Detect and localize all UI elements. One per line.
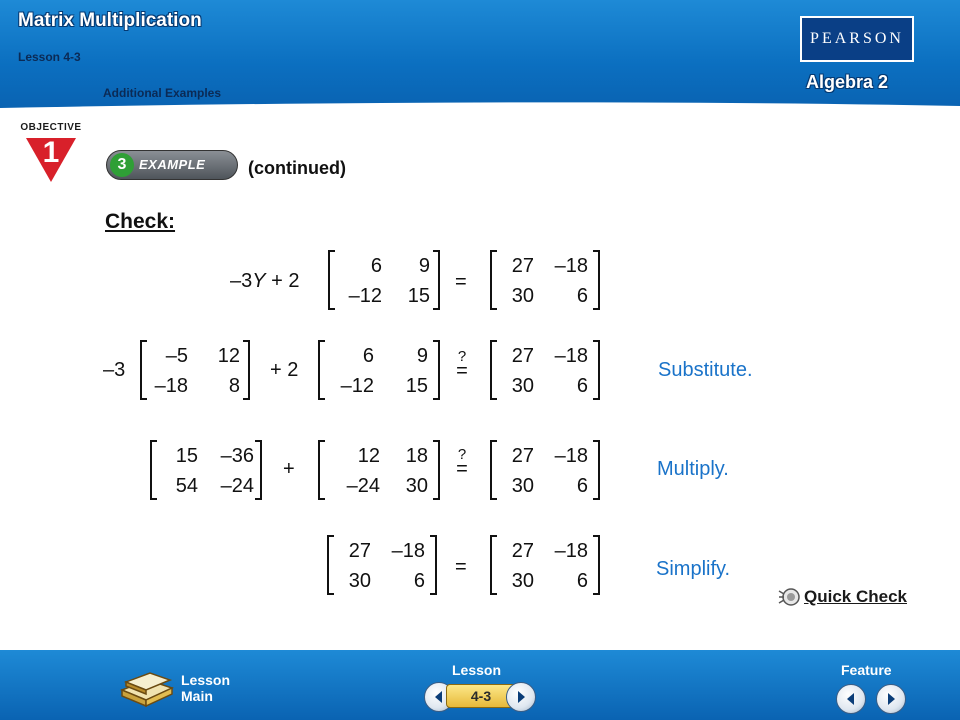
row3-question-equals xyxy=(454,446,470,480)
continued-note: (continued) xyxy=(248,158,346,178)
matrix-cell: 30 xyxy=(511,475,534,497)
matrix-cell: 6 xyxy=(576,570,588,592)
objective-number: 1 xyxy=(42,136,60,169)
matrix-cell: 15 xyxy=(405,375,428,397)
row3-matrix-c xyxy=(490,440,600,500)
row1-matrix-b xyxy=(490,250,600,310)
matrix-cell: 30 xyxy=(511,570,534,592)
matrix-cell: 6 xyxy=(576,475,588,497)
arrow-right-icon xyxy=(884,692,898,706)
matrix-cell: 30 xyxy=(511,285,534,307)
matrix-cell: 54 xyxy=(175,475,198,497)
course-title: Algebra 2 xyxy=(806,72,889,92)
matrix-cell: 6 xyxy=(362,345,374,367)
question-mark: ? xyxy=(457,348,467,365)
example-badge xyxy=(106,150,238,180)
arrow-left-icon xyxy=(844,692,858,706)
matrix-cell: 27 xyxy=(348,540,371,562)
lesson-next-button[interactable] xyxy=(506,682,536,712)
lesson-main-book-icon[interactable] xyxy=(118,664,174,708)
row2-scalar: –3 xyxy=(103,359,126,381)
row4-matrix-b xyxy=(490,535,600,595)
matrix-cell: –5 xyxy=(165,345,188,367)
header-bar xyxy=(0,0,960,108)
row1-equals: = xyxy=(455,271,467,293)
matrix-cell: –18 xyxy=(554,345,588,367)
matrix-cell: 30 xyxy=(511,375,534,397)
matrix-cell: –18 xyxy=(391,540,425,562)
lesson-main-link[interactable] xyxy=(181,672,230,704)
matrix-cell: 9 xyxy=(418,255,430,277)
matrix-cell: 30 xyxy=(405,475,428,497)
lesson-code: Lesson 4-3 xyxy=(18,50,81,64)
quick-check-label: Quick Check xyxy=(804,587,907,606)
step-simplify: Simplify. xyxy=(656,558,731,580)
row3-matrix-b xyxy=(318,440,440,500)
row3-plus: + xyxy=(283,458,295,480)
matrix-cell: –18 xyxy=(554,540,588,562)
matrix-cell: –18 xyxy=(154,375,188,397)
check-heading: Check: xyxy=(105,210,176,233)
example-number: 3 xyxy=(110,153,134,177)
row4-equals: = xyxy=(455,556,467,578)
matrix-cell: –36 xyxy=(220,445,254,467)
publisher-logo: PEARSON xyxy=(800,16,914,62)
matrix-cell: 6 xyxy=(576,375,588,397)
question-mark: ? xyxy=(457,446,467,463)
matrix-cell: 15 xyxy=(175,445,198,467)
step-substitute: Substitute. xyxy=(658,359,753,381)
matrix-cell: –24 xyxy=(346,475,380,497)
matrix-cell: –24 xyxy=(220,475,254,497)
feature-nav-label: Feature xyxy=(841,662,892,678)
matrix-cell: –18 xyxy=(554,255,588,277)
quick-check-icon xyxy=(778,586,800,608)
row2-question-equals xyxy=(454,348,470,382)
feature-previous-button[interactable] xyxy=(836,684,866,714)
matrix-cell: 27 xyxy=(511,255,534,277)
matrix-cell: –12 xyxy=(348,285,382,307)
row2-matrix-b xyxy=(318,340,440,400)
example-label: EXAMPLE xyxy=(139,157,206,172)
matrix-cell: 27 xyxy=(511,540,534,562)
matrix-cell: 6 xyxy=(370,255,382,277)
row4-matrix-a xyxy=(327,535,437,595)
equals-sign: = xyxy=(456,458,468,480)
row3-matrix-a xyxy=(150,440,262,500)
matrix-cell: 15 xyxy=(407,285,430,307)
matrix-cell: 12 xyxy=(357,445,380,467)
page-title: Matrix Multiplication xyxy=(18,10,202,31)
row2-matrix-c xyxy=(490,340,600,400)
quick-check-link[interactable] xyxy=(778,586,907,608)
row1-matrix-a xyxy=(328,250,440,310)
row1-variable: Y xyxy=(252,270,266,292)
matrix-cell: –12 xyxy=(340,375,374,397)
row1-lhs: –3Y + 2 xyxy=(230,270,300,292)
matrix-cell: 8 xyxy=(228,375,240,397)
row2-plus: + 2 xyxy=(270,359,299,381)
matrix-cell: 6 xyxy=(413,570,425,592)
matrix-cell: 12 xyxy=(217,345,240,367)
matrix-cell: 6 xyxy=(576,285,588,307)
lesson-nav-label: Lesson xyxy=(452,662,502,678)
row2-matrix-a xyxy=(140,340,250,400)
section-subtitle: Additional Examples xyxy=(103,86,222,100)
lesson-main-label-line2: Main xyxy=(181,688,213,704)
feature-next-button[interactable] xyxy=(876,684,906,714)
objective-label: OBJECTIVE xyxy=(20,122,82,133)
matrix-cell: 18 xyxy=(405,445,428,467)
lesson-number-badge: 4-3 xyxy=(446,684,516,708)
matrix-cell: 27 xyxy=(511,445,534,467)
matrix-cell: 30 xyxy=(348,570,371,592)
equals-sign: = xyxy=(456,360,468,382)
step-multiply: Multiply. xyxy=(657,458,729,480)
arrow-left-icon xyxy=(432,690,446,704)
arrow-right-icon xyxy=(514,690,528,704)
matrix-cell: 9 xyxy=(416,345,428,367)
matrix-cell: –18 xyxy=(554,445,588,467)
lesson-main-label-line1: Lesson xyxy=(181,672,231,688)
matrix-cell: 27 xyxy=(511,345,534,367)
objective-badge xyxy=(16,122,86,184)
